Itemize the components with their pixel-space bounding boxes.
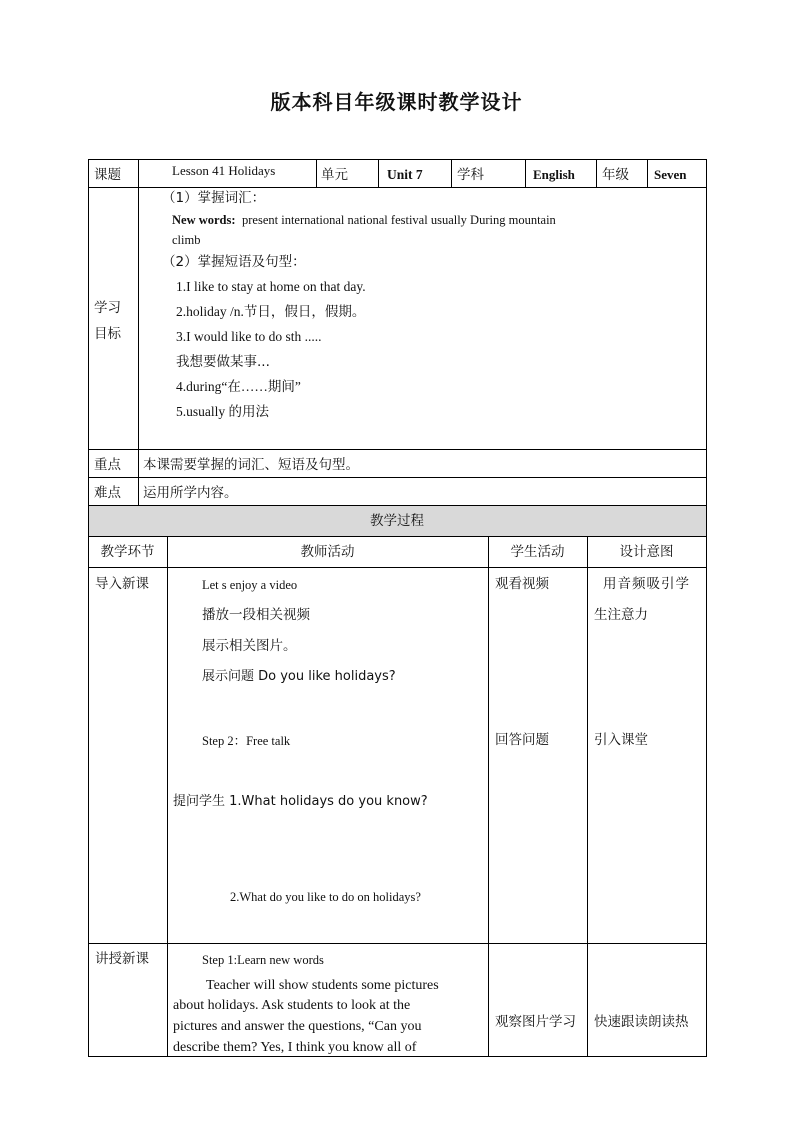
design-intent: 快速跟读朗读热 — [594, 1014, 689, 1030]
rule — [316, 159, 317, 187]
rule — [88, 505, 707, 506]
objective-item: 2.holiday /n.节日，假日，假期。 — [176, 304, 366, 319]
rule — [378, 159, 379, 187]
rule — [167, 536, 168, 1057]
teacher-activity: 提问学生 1.What holidays do you know? — [173, 794, 428, 809]
objective-item: 4.during“在……期间” — [176, 379, 301, 394]
teacher-activity: about holidays. Ask students to look at the — [173, 998, 411, 1013]
process-title: 教学过程 — [370, 513, 424, 529]
teacher-activity: Step 1:Learn new words — [202, 953, 324, 967]
col-header-teacher: 教师活动 — [300, 544, 355, 560]
rule — [88, 449, 707, 450]
new-words-text: present international national festival usually During mountain — [242, 213, 556, 227]
rule — [706, 159, 707, 1057]
col-header-intent: 设计意图 — [619, 544, 674, 560]
unit-value: Unit 7 — [387, 167, 423, 182]
teacher-activity: 展示问题 Do you like holidays? — [202, 669, 396, 684]
rule — [138, 159, 139, 506]
student-activity: 回答问题 — [495, 732, 549, 748]
design-intent: 引入课堂 — [594, 732, 648, 748]
rule — [88, 567, 707, 568]
rule — [525, 159, 526, 187]
document-title: 版本科目年级课时教学设计 — [270, 90, 523, 114]
subject-value: English — [533, 167, 575, 182]
rule — [88, 159, 89, 1057]
objective-item: 5.usually 的用法 — [176, 404, 269, 419]
key-point-label: 重点 — [94, 457, 121, 473]
teacher-activity: Let s enjoy a video — [202, 578, 298, 592]
rule — [647, 159, 648, 187]
stage-intro: 导入新课 — [95, 576, 149, 592]
objectives-label-1: 学习 — [94, 300, 121, 316]
objective-item: 1.I like to stay at home on that day. — [176, 279, 366, 294]
rule — [88, 477, 707, 478]
difficulty-label: 难点 — [94, 485, 121, 501]
grade-value: Seven — [654, 167, 687, 182]
objectives-heading-1: （1）掌握词汇： — [162, 190, 266, 206]
teacher-activity: Teacher will show students some pictures — [206, 978, 439, 993]
teacher-activity: pictures and answer the questions, “Can you — [173, 1019, 422, 1034]
teacher-activity: 2.What do you like to do on holidays? — [230, 890, 421, 904]
topic-value: Lesson 41 Holidays — [172, 163, 276, 178]
grade-label: 年级 — [602, 167, 629, 183]
teacher-activity: 播放一段相关视频 — [202, 607, 310, 623]
objective-item: 3.I would like to do sth ..... — [176, 329, 322, 344]
topic-label: 课题 — [94, 167, 121, 183]
design-intent: 生注意力 — [594, 607, 648, 623]
rule — [587, 536, 588, 1057]
design-intent: 用音频吸引学 — [603, 576, 690, 592]
student-activity: 观察图片学习 — [495, 1014, 576, 1030]
stage-new-lesson: 讲授新课 — [95, 951, 149, 967]
objectives-heading-2: （2）掌握短语及句型： — [162, 254, 306, 270]
rule — [88, 159, 707, 160]
rule — [596, 159, 597, 187]
col-header-stage: 教学环节 — [100, 544, 155, 560]
objectives-label-2: 目标 — [94, 326, 121, 342]
rule — [488, 536, 489, 1057]
rule — [88, 187, 707, 188]
new-words-cont: climb — [172, 233, 201, 247]
subject-label: 学科 — [457, 167, 484, 183]
col-header-student: 学生活动 — [510, 544, 565, 560]
key-point-text: 本课需要掌握的词汇、短语及句型。 — [143, 457, 359, 473]
teacher-activity: describe them? Yes, I think you know all of — [173, 1040, 417, 1055]
difficulty-text: 运用所学内容。 — [143, 485, 238, 501]
unit-label: 单元 — [321, 167, 348, 183]
rule — [88, 943, 707, 944]
objective-item: 我想要做某事... — [176, 354, 270, 370]
rule — [451, 159, 452, 187]
rule — [88, 536, 707, 537]
new-words-label: New words: — [172, 213, 236, 227]
teacher-activity: 展示相关图片。 — [202, 638, 297, 654]
teacher-activity: Step 2：Free talk — [202, 734, 291, 748]
student-activity: 观看视频 — [495, 576, 549, 592]
